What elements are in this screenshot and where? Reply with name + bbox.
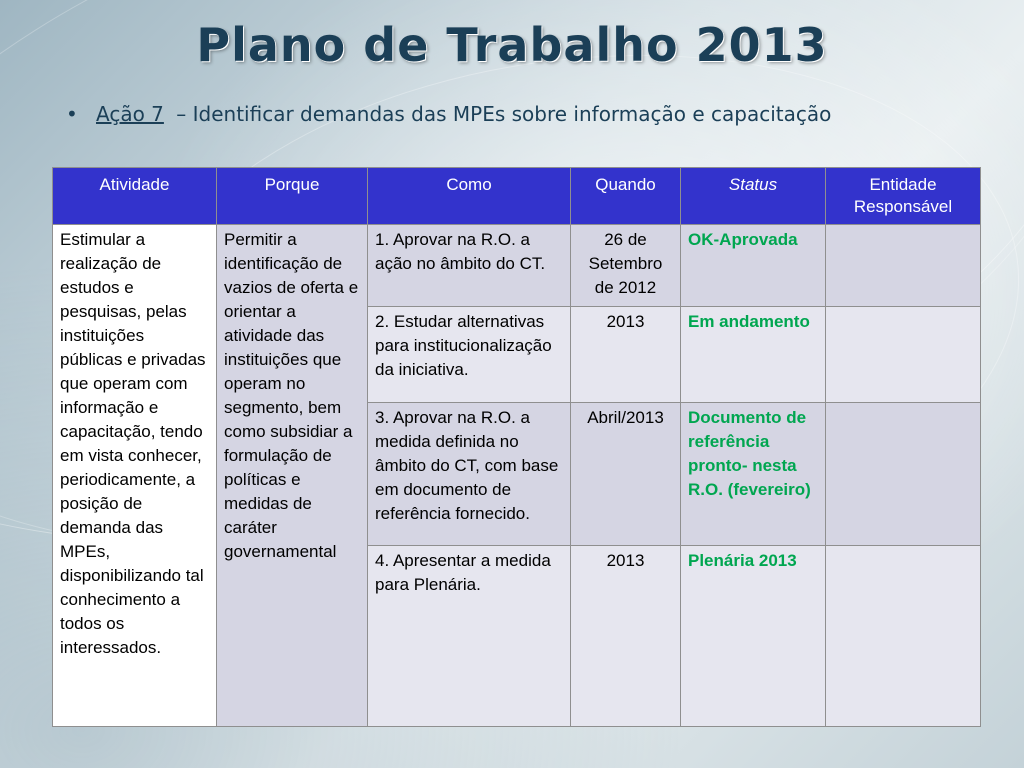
header-porque: Porque <box>217 168 368 225</box>
action-text: Identificar demandas das MPEs sobre informação e capacitação <box>192 102 832 126</box>
action-label: Ação 7 <box>96 102 164 126</box>
como-cell: 1. Aprovar na R.O. a ação no âmbito do CT. <box>368 225 571 307</box>
quando-cell: Abril/2013 <box>571 403 681 546</box>
work-plan-table <box>52 167 981 727</box>
header-atividade: Atividade <box>53 168 217 225</box>
status-cell: Plenária 2013 <box>681 546 826 727</box>
header-quando: Quando <box>571 168 681 225</box>
como-cell: 2. Estudar alternativas para institucionalização da iniciativa. <box>368 307 571 403</box>
entidade-cell <box>826 225 981 307</box>
header-status: Status <box>681 168 826 225</box>
status-cell: Em andamento <box>681 307 826 403</box>
header-entidade: Entidade Responsável <box>826 168 981 225</box>
atividade-cell: Estimular a realização de estudos e pesquisas, pelas instituições públicas e privadas que operam com informação e capacitação, tendo em vista conhecer, periodicamente, a posição de demanda das MPEs, disponibilizando tal conhecimento a todos os interessados. <box>53 225 217 727</box>
quando-cell: 2013 <box>571 307 681 403</box>
bullet-icon: • <box>66 102 78 126</box>
entidade-cell <box>826 546 981 727</box>
header-como: Como <box>368 168 571 225</box>
quando-cell: 2013 <box>571 546 681 727</box>
como-cell: 4. Apresentar a medida para Plenária. <box>368 546 571 727</box>
action-separator: – <box>169 102 193 126</box>
entidade-cell <box>826 403 981 546</box>
slide-title: Plano de Trabalho 2013 <box>196 18 828 72</box>
table-header-row <box>53 168 981 225</box>
status-cell: OK-Aprovada <box>681 225 826 307</box>
como-cell: 3. Aprovar na R.O. a medida definida no âmbito do CT, com base em documento de referência fornecido. <box>368 403 571 546</box>
action-bullet <box>66 102 1006 126</box>
quando-cell: 26 de Setembro de 2012 <box>571 225 681 307</box>
status-cell: Documento de referência pronto- nesta R.O. (fevereiro) <box>681 403 826 546</box>
entidade-cell <box>826 307 981 403</box>
porque-cell: Permitir a identificação de vazios de oferta e orientar a atividade das instituições que operam no segmento, bem como subsidiar a formulação de políticas e medidas de caráter governamental <box>217 225 368 727</box>
table-row <box>53 225 981 307</box>
